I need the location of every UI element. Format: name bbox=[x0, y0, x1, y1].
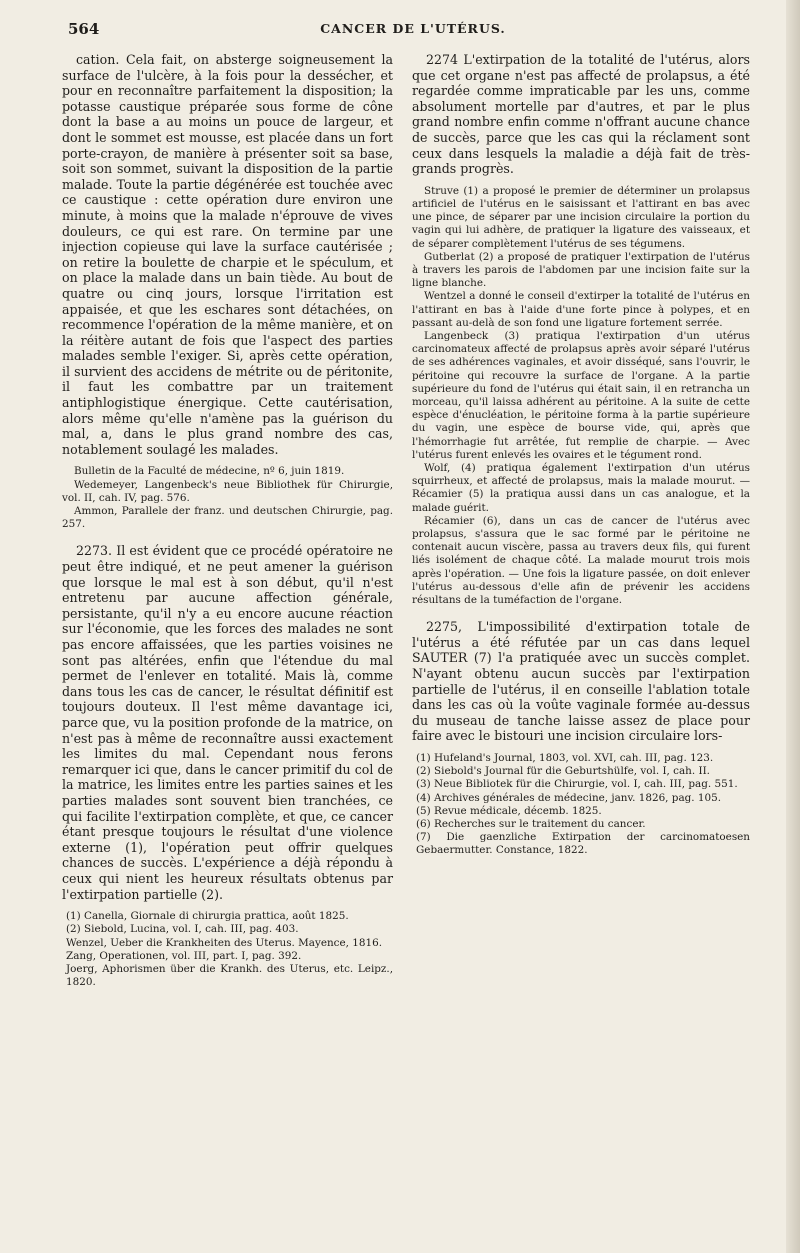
running-title: CANCER DE L'UTÉRUS. bbox=[320, 21, 506, 36]
reference-line: Bulletin de la Faculté de médecine, nº 6, juin 1819. bbox=[74, 465, 345, 478]
reference-line: Wedemeyer, Langenbeck's neue Bibliothek für Chirurgie, vol. II, cah. IV, pag. 576. bbox=[62, 478, 393, 504]
page-number: 564 bbox=[68, 20, 100, 38]
reference-line: Ammon, Parallele der franz. und deutschen Chirurgie, pag. 257. bbox=[62, 505, 393, 531]
paragraph-cauterization: cation. Cela fait, on absterge soigneusement la surface de l'ulcère, à la fois pour la dessécher, et pour en reconnaître parfaitement la disposition; la potasse caustique préparée sous forme de cône dont la base a au moins un pouce de largeur, et dont le sommet est mousse, est placée dans un fort porte-crayon, de manière à présenter soit sa base, soit son sommet, suivant la disposition de la partie malade. Toute la partie dégénérée est touchée avec ce caustique : cette opération dure environ une minute, à moins que la malade n'éprouve de vives douleurs, ce qui est rare. On termine par une injection copieuse qui lave la surface cautérisée ; on retire la boulette de charpie et le spéculum, et on place la malade dans un bain tiède. Au bout de quatre ou cinq jours, lorsque l'irritation est appaisée, et que les eschares sont détachées, on recommence l'opération de la même manière, et on la réitère autant de fois que l'aspect des parties malades semble l'exiger. Si, après cette opération, il survient des accidens de métrite ou de péritonite, il faut les combattre par un traitement antiphlogistique énergique. Cette cautérisation, alors même qu'elle n'amène pas la guérison du mal, a, dans le plus grand nombre des cas, notablement soulagé les malades. bbox=[62, 52, 393, 457]
footnote: Wenzel, Ueber die Krankheiten des Uterus. Mayence, 1816. bbox=[66, 936, 383, 949]
page-edge bbox=[786, 0, 800, 1253]
footnote: (1) Canella, Giornale di chirurgia prattica, août 1825. bbox=[66, 910, 349, 923]
page-header bbox=[68, 20, 758, 42]
footnote: (4) Archives générales de médecine, janv. 1826, pag. 105. bbox=[416, 791, 722, 804]
footnote: Zang, Operationen, vol. III, part. I, pag. 392. bbox=[66, 949, 302, 962]
footnote: (2) Siebold's Journal für die Geburtshülfe, vol. I, cah. II. bbox=[416, 765, 710, 778]
note-paragraph: Gutberlat (2) a proposé de pratiquer l'extirpation de l'utérus à travers les parois de l'abdomen par une incision faite sur la ligne blanche. bbox=[412, 250, 750, 290]
footnote: (5) Revue médicale, décemb. 1825. bbox=[416, 804, 602, 817]
left-column bbox=[62, 52, 393, 989]
note-paragraph: Langenbeck (3) pratiqua l'extirpation d'un utérus carcinomateux affecté de prolapsus après avoir séparé l'utérus de ses adhérences vaginales, et avoir disséqué, sans l'ouvrir, le péritoine qui recouvre la surface de l'organe. A la partie supérieure du fond de l'utérus qui était sain, il en retrancha un morceau, qu'il laissa adhérent au péritoine. A la suite de cette espèce d'énucléation, le péritoine forma à la partie supérieure du vagin, une espèce de bourse vide, qui, après que l'hémorrhagie fut arrêtée, fut remplie de charpie. — Avec l'utérus furent enlevés les ovaires et le tégument rond. bbox=[412, 329, 750, 461]
note-paragraph: Struve (1) a proposé le premier de déterminer un prolapsus artificiel de l'utérus en le saisissant et l'attirant en bas avec une pince, de séparer par une incision circulaire la portion du vagin qui lui adhère, de pratiquer la ligature des vaisseaux, et de séparer complètement l'utérus de ses tégumens. bbox=[412, 184, 750, 250]
note-paragraph: Wolf, (4) pratiqua également l'extirpation d'un utérus squirrheux, et affecté de prolapsus, mais la malade mourut. — Récamier (5) la pratiqua aussi dans un cas analogue, et la malade guérit. bbox=[412, 462, 750, 514]
paragraph-2275: 2275, L'impossibilité d'extirpation totale de l'utérus a été réfutée par un cas dans lequel SAUTER (7) l'a pratiquée avec un succès complet. N'ayant obtenu aucun succès par l'extirpation partielle de l'utérus, il en conseille l'ablation totale dans les cas où la voûte vaginale formée au-dessus du museau de tanche laisse assez de place pour faire avec le bistouri une incision circulaire lors- bbox=[412, 619, 750, 744]
footnote: (1) Hufeland's Journal, 1803, vol. XVI, cah. III, pag. 123. bbox=[416, 752, 714, 764]
footnote: (2) Siebold, Lucina, vol. I, cah. III, pag. 403. bbox=[66, 923, 299, 936]
right-column bbox=[412, 52, 750, 858]
footnote: (7) Die gaenzliche Extirpation der carcinomatoesen Gebaermutter. Constance, 1822. bbox=[416, 831, 750, 857]
paragraph-2273: 2273. Il est évident que ce procédé opératoire ne peut être indiqué, et ne peut amener la guérison que lorsque le mal est à son début, qu'il n'est entretenu par aucune affection générale, persistante, qu'il n'y a eu encore aucune réaction sur l'économie, que les forces des malades ne sont pas encore affaissées, que les parties voisines ne sont pas altérées, enfin que l'étendue du mal permet de l'enlever en totalité. Mais là, comme dans tous les cas de cancer, le résultat définitif est toujours douteux. Il l'est même davantage ici, parce que, vu la position profonde de la matrice, on n'est pas à même de reconnaître aussi exactement les limites du mal. Cependant nous ferons remarquer ici que, dans le cancer primitif du col de la matrice, les limites entre les parties saines et les parties malades sont souvent bien tranchées, ce qui facilite l'extirpation complète, et que, ce cancer étant presque toujours le résultat d'une violence externe (1), l'opération peut offrir quelques chances de succès. L'expérience a déjà répondu à ceux qui nient les heureux résultats obtenus par l'extirpation partielle (2). bbox=[62, 543, 393, 902]
footnote: (6) Recherches sur le traitement du cancer. bbox=[416, 818, 646, 831]
paragraph-2274: 2274 L'extirpation de la totalité de l'utérus, alors que cet organe n'est pas affecté de prolapsus, a été regardée comme impraticable par les uns, comme absolument mortelle par d'autres, et par le plus grand nombre enfin comme n'offrant aucune chance de succès, parce que les cas qui la réclament sont ceux dans lesquels la maladie a déjà fait de très-grands progrès. bbox=[412, 52, 750, 177]
footnote: (3) Neue Bibliotek für die Chirurgie, vol. I, cah. III, pag. 551. bbox=[416, 778, 738, 791]
note-paragraph: Récamier (6), dans un cas de cancer de l'utérus avec prolapsus, s'assura que le sac formé par le péritoine ne contenait aucun viscère, passa au travers deux fils, qui furent liés isolément de chaque côté. La malade mourut trois mois après l'opération. — Une fois la ligature passée, on doit enlever l'utérus au-dessous d'elle afin de prévenir les accidens résultans de la tuméfaction de l'organe. bbox=[412, 514, 750, 607]
footnote: Joerg, Aphorismen über die Krankh. des Uterus, etc. Leipz., 1820. bbox=[66, 962, 393, 989]
note-paragraph: Wentzel a donné le conseil d'extirper la totalité de l'utérus en l'attirant en bas à l'aide d'une forte pince à polypes, et en passant au-delà de son fond une ligature fortement serrée. bbox=[412, 290, 750, 329]
